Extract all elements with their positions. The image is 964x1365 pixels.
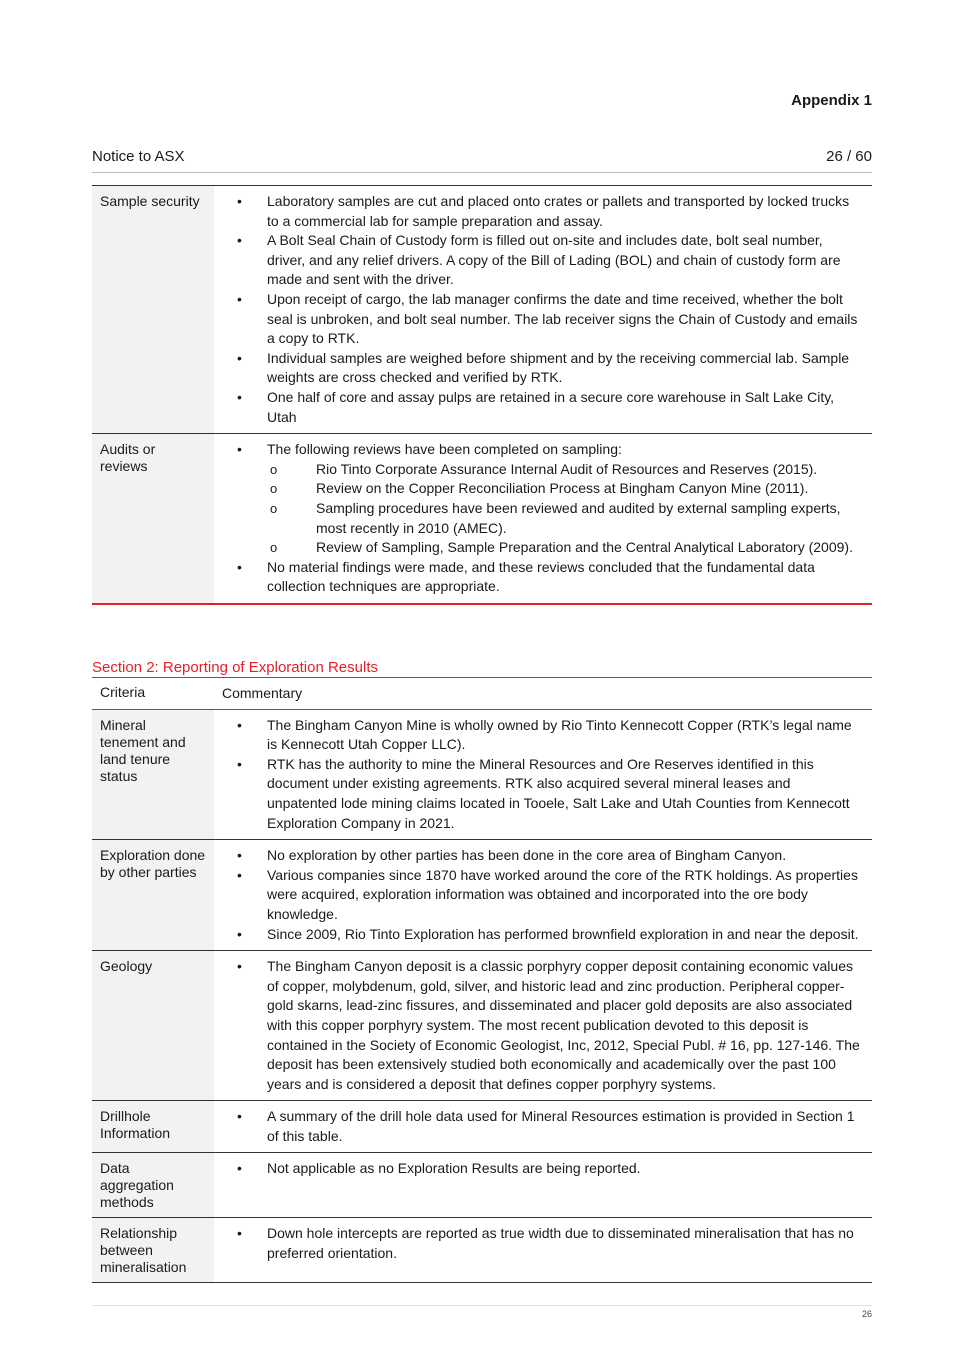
table-row bbox=[92, 709, 872, 840]
page-indicator: 26 / 60 bbox=[826, 148, 872, 165]
row-commentary bbox=[214, 951, 872, 1101]
section1-table-continued bbox=[92, 185, 872, 605]
notice-title: Notice to ASX bbox=[92, 148, 185, 165]
table-row bbox=[92, 951, 872, 1101]
sub-list-item: o Sampling procedures have been reviewed and audited by external sampling experts, most recently in 2010 (AMEC). bbox=[267, 499, 864, 538]
list-item: • No exploration by other parties has been done in the core area of Bingham Canyon. bbox=[230, 846, 864, 866]
section2-table bbox=[92, 679, 872, 1283]
list-item: • One half of core and assay pulps are retained in a secure core warehouse in Salt Lake City, Utah bbox=[230, 388, 864, 427]
sub-list-item: o Review of Sampling, Sample Preparation and the Central Analytical Laboratory (2009). bbox=[267, 538, 864, 558]
list-item-text: The following reviews have been completed on sampling: bbox=[267, 441, 622, 458]
list-item: • Upon receipt of cargo, the lab manager confirms the date and time received, whether the bolt seal is unbroken, and bolt seal number. The lab receiver signs the Chain of Custody and emails a copy to RTK. bbox=[230, 290, 864, 349]
row-commentary bbox=[214, 1101, 872, 1153]
row-commentary bbox=[214, 840, 872, 951]
list-item: • Since 2009, Rio Tinto Exploration has performed brownfield exploration in and near the deposit. bbox=[230, 925, 864, 945]
table-row bbox=[92, 434, 872, 604]
row-commentary bbox=[214, 1218, 872, 1283]
list-item: • No material findings were made, and these reviews concluded that the fundamental data collection techniques are appropriate. bbox=[230, 558, 864, 597]
footer-divider bbox=[92, 1305, 872, 1306]
table-row bbox=[92, 1101, 872, 1153]
commentary-header: Commentary bbox=[214, 679, 872, 709]
table-row bbox=[92, 840, 872, 951]
appendix-label: Appendix 1 bbox=[791, 92, 872, 109]
sub-list-item: o Rio Tinto Corporate Assurance Internal Audit of Resources and Reserves (2015). bbox=[267, 460, 864, 480]
row-commentary bbox=[214, 186, 872, 434]
row-label: Drillhole Information bbox=[92, 1101, 214, 1153]
list-item: • Various companies since 1870 have worked around the core of the RTK holdings. As properties were acquired, exploration information was obtained and incorporated into the ore body knowledge. bbox=[230, 866, 864, 925]
list-item bbox=[230, 440, 864, 558]
list-item: • A Bolt Seal Chain of Custody form is filled out on-site and includes date, bolt seal number, driver, and any relief drivers. A copy of the Bill of Lading (BOL) and chain of custody form are made and sent with the driver. bbox=[230, 231, 864, 290]
list-item: • Individual samples are weighed before shipment and by the receiving commercial lab. Sample weights are cross checked and verified by RTK. bbox=[230, 349, 864, 388]
row-label: Geology bbox=[92, 951, 214, 1101]
table-row bbox=[92, 186, 872, 434]
row-label: Sample security bbox=[92, 186, 214, 434]
row-commentary bbox=[214, 709, 872, 840]
row-commentary bbox=[214, 1153, 872, 1218]
list-item: • Down hole intercepts are reported as true width due to disseminated mineralisation that has no preferred orientation. bbox=[230, 1224, 864, 1263]
list-item: • RTK has the authority to mine the Mineral Resources and Ore Reserves identified in this document under existing agreements. RTK also acquired several mineral leases and unpatented lode mining claims located in Tooele, Salt Lake and Utah Counties from Kennecott Exploration Company in 2021. bbox=[230, 755, 864, 833]
section2-title: Section 2: Reporting of Exploration Results bbox=[92, 659, 872, 678]
list-item: • Laboratory samples are cut and placed onto crates or pallets and transported by locked trucks to a commercial lab for sample preparation and assay. bbox=[230, 192, 864, 231]
criteria-header: Criteria bbox=[92, 679, 214, 709]
row-label: Audits or reviews bbox=[92, 434, 214, 604]
list-item: • The Bingham Canyon Mine is wholly owned by Rio Tinto Kennecott Copper (RTK’s legal name is Kennecott Utah Copper LLC). bbox=[230, 716, 864, 755]
table-row bbox=[92, 1153, 872, 1218]
list-item: • A summary of the drill hole data used for Mineral Resources estimation is provided in Section 1 of this table. bbox=[230, 1107, 864, 1146]
row-label: Relationship between mineralisation bbox=[92, 1218, 214, 1283]
footer-page-number: 26 bbox=[861, 1309, 872, 1319]
row-commentary bbox=[214, 434, 872, 604]
list-item: • The Bingham Canyon deposit is a classic porphyry copper deposit containing economic values of copper, molybdenum, gold, silver, and historic lead and zinc production. Peripheral copper-gold skarns, lead-zinc fissures, and disseminated and placer gold deposits are also associated with this copper porphyry system. The most recent publication devoted to this deposit is contained in the Society of Economic Geologist, Inc, 2012, Special Publ. # 16, pp. 127-146. The deposit has been extensively studied both economically and academically over the past 100 years and is considered a deposit that defines copper porphyry systems. bbox=[230, 957, 864, 1094]
row-label: Exploration done by other parties bbox=[92, 840, 214, 951]
page-header bbox=[92, 148, 872, 173]
sub-list-item: o Review on the Copper Reconciliation Process at Bingham Canyon Mine (2011). bbox=[267, 479, 864, 499]
table-header-row bbox=[92, 679, 872, 709]
row-label: Mineral tenement and land tenure status bbox=[92, 709, 214, 840]
list-item: • Not applicable as no Exploration Results are being reported. bbox=[230, 1159, 864, 1179]
row-label: Data aggregation methods bbox=[92, 1153, 214, 1218]
table-row bbox=[92, 1218, 872, 1283]
